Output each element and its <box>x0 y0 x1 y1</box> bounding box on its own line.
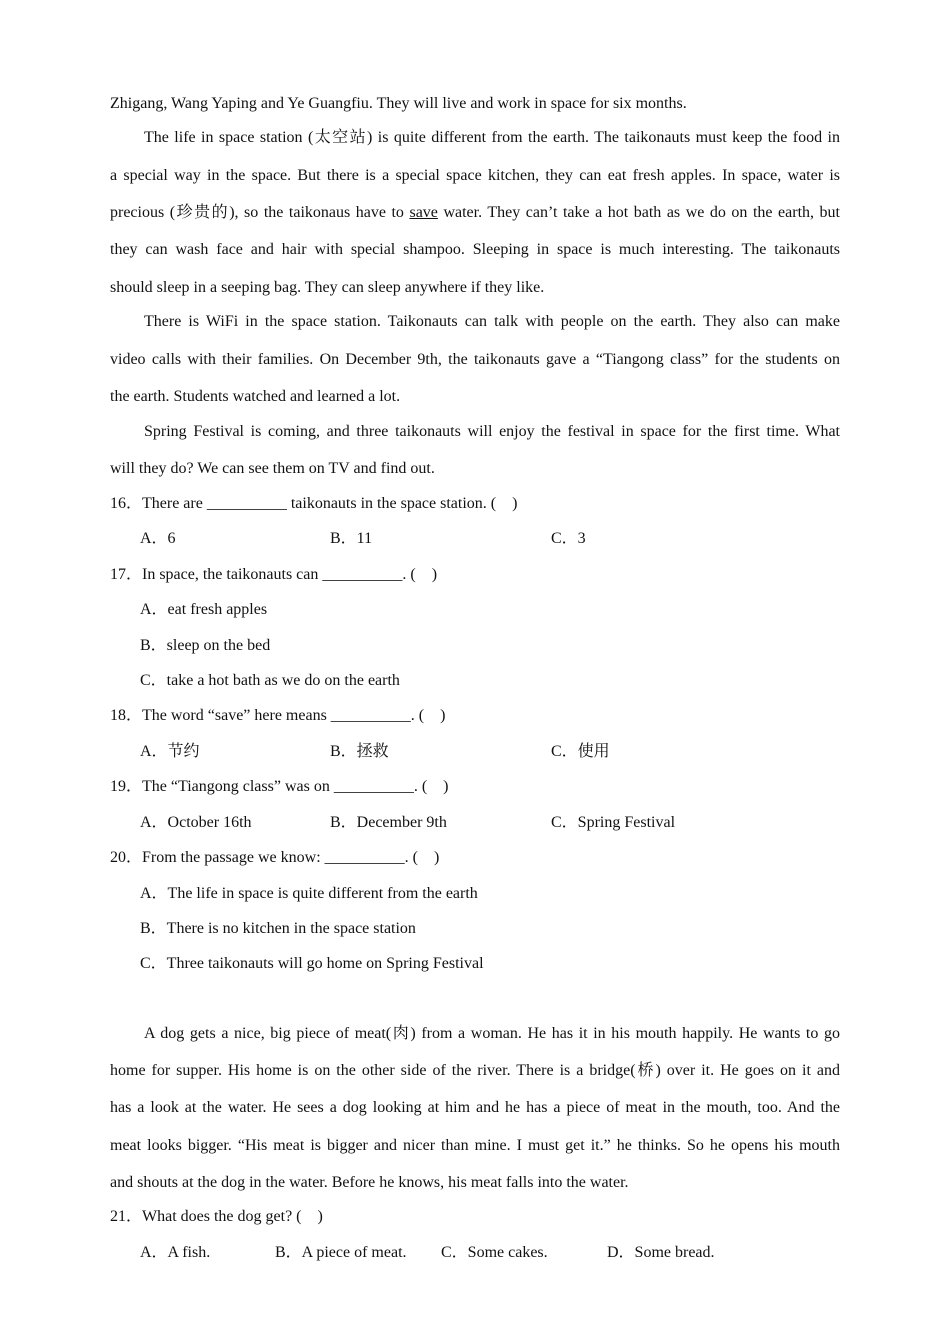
option-19-c[interactable]: C．Spring Festival <box>551 814 676 831</box>
passage1-line: should sleep in a seeping bag. They can sleep anywhere if they like. <box>110 279 545 296</box>
option-19-a[interactable]: A．October 16th <box>140 814 252 831</box>
option-21-b[interactable]: B．A piece of meat. <box>275 1244 407 1261</box>
passage2-line: and shouts at the dog in the water. Before he knows, his meat falls into the water. <box>110 1174 629 1191</box>
passage1-line: the earth. Students watched and learned a lot. <box>110 388 401 405</box>
underlined-word: save <box>409 204 438 221</box>
option-20-b[interactable]: B．There is no kitchen in the space station <box>140 920 416 937</box>
option-16-b[interactable]: B．11 <box>330 530 373 547</box>
option-20-a[interactable]: A．The life in space is quite different from the earth <box>140 885 478 902</box>
option-18-b[interactable]: B．拯救 <box>330 743 389 760</box>
passage1-line: Spring Festival is coming, and three taikonauts will enjoy the festival in space for the first time. What <box>144 423 840 440</box>
passage1-line: The life in space station (太空站) is quite different from the earth. The taikonauts must keep the food in <box>144 129 840 146</box>
passage1-line: There is WiFi in the space station. Taikonauts can talk with people on the earth. They also can make <box>144 313 840 330</box>
question-19: 19．The “Tiangong class” was on __________. ( ) <box>110 778 449 795</box>
option-16-a[interactable]: A．6 <box>140 530 176 547</box>
option-17-b[interactable]: B．sleep on the bed <box>140 637 271 654</box>
passage2-line: A dog gets a nice, big piece of meat(肉) from a woman. He has it in his mouth happily. He wants to go <box>144 1025 840 1042</box>
option-20-c[interactable]: C．Three taikonauts will go home on Spring Festival <box>140 955 484 972</box>
passage1-line: they can wash face and hair with special shampoo. Sleeping in space is much interesting. The taikonauts <box>110 241 840 258</box>
question-20: 20．From the passage we know: __________. ( ) <box>110 849 440 866</box>
text-segment: precious (珍贵的), so the taikonaus have to <box>110 204 410 221</box>
passage2-line: home for supper. His home is on the other side of the river. There is a bridge(桥) over it. He goes on it and <box>110 1062 840 1079</box>
option-16-c[interactable]: C．3 <box>551 530 586 547</box>
passage1-line: video calls with their families. On December 9th, the taikonauts gave a “Tiangong class” for the students on <box>110 351 840 368</box>
passage2-line: meat looks bigger. “His meat is bigger and nicer than mine. I must get it.” he thinks. So he opens his mouth <box>110 1137 840 1154</box>
option-17-c[interactable]: C．take a hot bath as we do on the earth <box>140 672 400 689</box>
question-21: 21．What does the dog get? ( ) <box>110 1208 323 1225</box>
option-21-a[interactable]: A．A fish. <box>140 1244 211 1261</box>
passage1-line: will they do? We can see them on TV and find out. <box>110 460 435 477</box>
option-18-a[interactable]: A．节约 <box>140 743 200 760</box>
passage1-line <box>110 203 840 223</box>
option-21-d[interactable]: D．Some bread. <box>607 1244 715 1261</box>
option-17-a[interactable]: A．eat fresh apples <box>140 601 268 618</box>
text-segment: water. They can’t take a hot bath as we do on the earth, but <box>437 204 840 221</box>
passage1-line: a special way in the space. But there is a special space kitchen, they can eat fresh apples. In space, water is <box>110 167 840 184</box>
passage1-line: Zhigang, Wang Yaping and Ye Guangfiu. They will live and work in space for six months. <box>110 95 687 112</box>
question-17: 17．In space, the taikonauts can __________. ( ) <box>110 566 438 583</box>
question-16: 16．There are __________ taikonauts in the space station. ( ) <box>110 495 518 512</box>
option-19-b[interactable]: B．December 9th <box>330 814 447 831</box>
option-18-c[interactable]: C．使用 <box>551 743 610 760</box>
option-21-c[interactable]: C．Some cakes. <box>441 1244 548 1261</box>
passage2-line: has a look at the water. He sees a dog looking at him and he has a piece of meat in the mouth, too. And the <box>110 1099 840 1116</box>
question-18: 18．The word “save” here means __________. ( ) <box>110 707 446 724</box>
